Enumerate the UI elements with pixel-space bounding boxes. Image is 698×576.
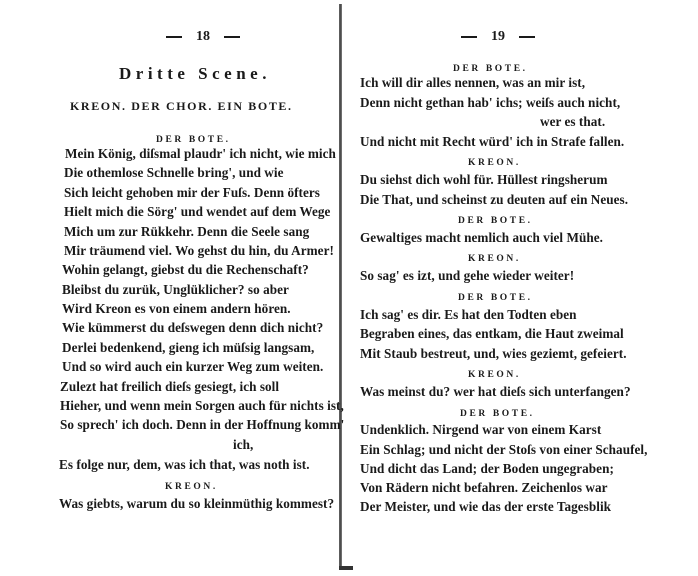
speaker-heading: KREON. bbox=[468, 158, 521, 168]
speaker-heading: DER BOTE. bbox=[458, 293, 533, 303]
verse-line: Und dicht das Land; der Boden ungegraben; bbox=[360, 461, 614, 476]
verse-line: Ein Schlag; und nicht der Stoſs von einer Schaufel, bbox=[360, 442, 648, 457]
verse-line: Hieher, und wenn mein Sorgen auch für nichts ist, bbox=[60, 398, 344, 413]
page-number-dash-right bbox=[224, 36, 240, 38]
page-number bbox=[152, 29, 254, 45]
verse-line: Mit Staub bestreut, und, wies geziemt, gefeiert. bbox=[360, 346, 627, 361]
scene-title: Dritte Scene. bbox=[119, 64, 271, 83]
verse-line: Die othemlose Schnelle bring', und wie bbox=[64, 165, 284, 180]
speaker-heading: DER BOTE. bbox=[156, 135, 231, 145]
verse-line: Du siehst dich wohl für. Hüllest ringsherum bbox=[360, 172, 608, 187]
verse-line: Denn nicht gethan hab' ichs; weiſs auch nicht, bbox=[360, 95, 621, 110]
verse-line: Wohin gelangt, giebst du die Rechenschaft? bbox=[62, 262, 309, 277]
verse-line: Von Rädern nicht befahren. Zeichenlos war bbox=[360, 480, 608, 495]
verse-line: Mich um zur Rükkehr. Denn die Seele sang bbox=[64, 224, 310, 239]
speaker-heading: KREON. bbox=[468, 370, 521, 380]
verse-line: Und nicht mit Recht würd' ich in Strafe fallen. bbox=[360, 134, 625, 149]
verse-line: Zulezt hat freilich dieſs gesiegt, ich soll bbox=[60, 379, 280, 394]
cast-list: KREON. DER CHOR. EIN BOTE. bbox=[70, 99, 293, 113]
verse-line: So sag' es izt, und gehe wieder weiter! bbox=[360, 268, 575, 283]
verse-line: Es folge nur, dem, was ich that, was noth ist. bbox=[59, 457, 310, 472]
verse-line: Ich sag' es dir. Es hat den Todten eben bbox=[360, 307, 577, 322]
verse-line: So sprech' ich doch. Denn in der Hoffnung komm' bbox=[60, 417, 345, 432]
verse-line: Was meinst du? wer hat dieſs sich unterfangen? bbox=[360, 384, 631, 399]
verse-line-continuation: ich, bbox=[233, 437, 254, 452]
verse-line: Wie kümmerst du deſswegen denn dich nicht? bbox=[62, 320, 324, 335]
verse-line: Undenklich. Nirgend war von einem Karst bbox=[360, 422, 602, 437]
verse-line: Ich will dir alles nennen, was an mir ist, bbox=[360, 75, 586, 90]
page-number-dash-left bbox=[461, 36, 477, 38]
verse-line: Was giebts, warum du so kleinmüthig kommest? bbox=[59, 496, 335, 511]
page-number-text: 19 bbox=[491, 29, 505, 44]
verse-line: Begraben eines, das entkam, die Haut zweimal bbox=[360, 326, 624, 341]
verse-line: Sich leicht gehoben mir der Fuſs. Denn öfters bbox=[64, 185, 320, 200]
verse-line: Hielt mich die Sörg' und wendet auf dem Wege bbox=[64, 204, 331, 219]
page-number-text: 18 bbox=[196, 29, 210, 44]
verse-line: Derlei bedenkend, gieng ich müſsig langsam, bbox=[62, 340, 315, 355]
verse-line: Der Meister, und wie das der erste Tagesblik bbox=[360, 499, 612, 514]
verse-line: Mir träumend viel. Wo gehst du hin, du Armer! bbox=[64, 243, 334, 258]
right-page bbox=[343, 0, 698, 576]
speaker-heading: KREON. bbox=[165, 482, 218, 492]
verse-line: Mein König, diſsmal plaudr' ich nicht, wie mich bbox=[65, 146, 336, 161]
speaker-heading: KREON. bbox=[468, 254, 521, 264]
speaker-heading: DER BOTE. bbox=[460, 409, 535, 419]
verse-line: Wird Kreon es von einem andern hören. bbox=[62, 301, 291, 316]
left-page bbox=[0, 0, 345, 576]
verse-line: Gewaltiges macht nemlich auch viel Mühe. bbox=[360, 230, 604, 245]
verse-line: Die That, und scheinst zu deuten auf ein Neues. bbox=[360, 192, 629, 207]
page-number-dash-left bbox=[166, 36, 182, 38]
verse-line-continuation: wer es that. bbox=[540, 114, 606, 129]
page-number bbox=[447, 29, 549, 45]
speaker-heading: DER BOTE. bbox=[458, 216, 533, 226]
page-number-dash-right bbox=[519, 36, 535, 38]
verse-line: Bleibst du zurük, Unglüklicher? so aber bbox=[62, 282, 289, 297]
verse-line: Und so wird auch ein kurzer Weg zum weiten. bbox=[62, 359, 324, 374]
speaker-heading: DER BOTE. bbox=[453, 64, 528, 74]
